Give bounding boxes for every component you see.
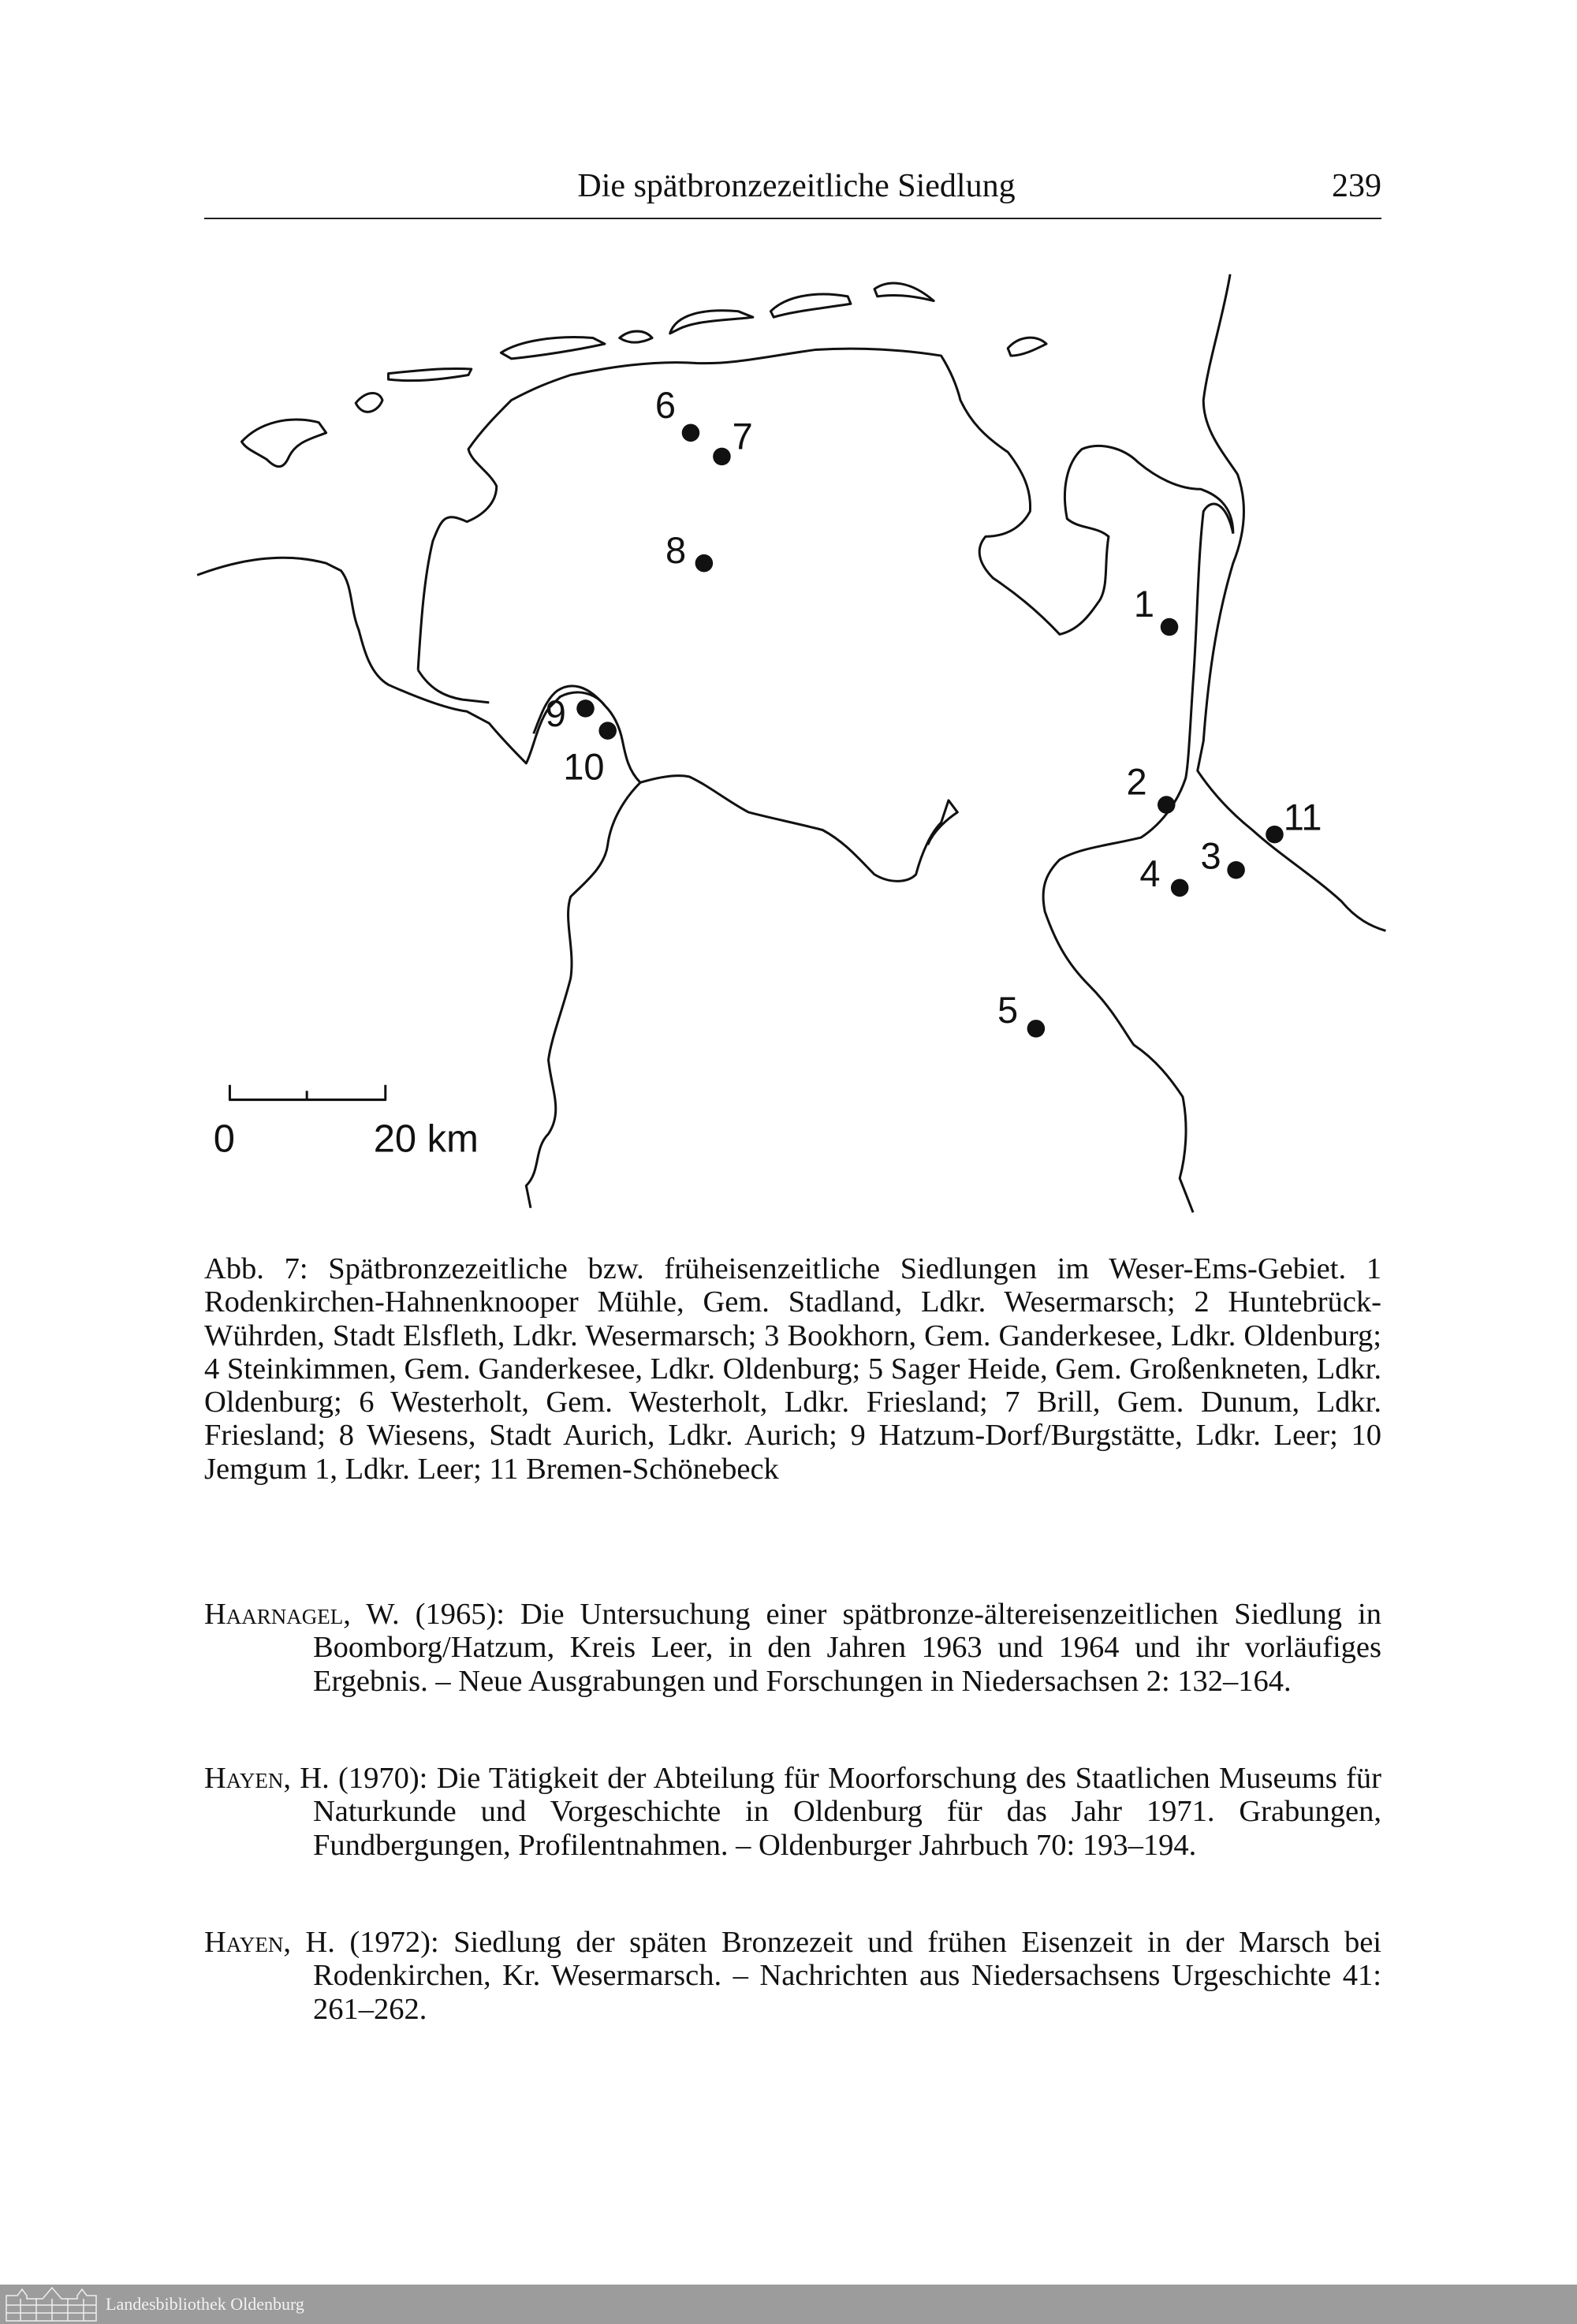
site-dot-6 xyxy=(682,424,700,442)
site-dot-8 xyxy=(695,554,714,573)
coastline xyxy=(197,274,1385,1213)
reference-author: Haarnagel, W. xyxy=(204,1598,400,1631)
site-dot-2 xyxy=(1158,796,1176,814)
site-dot-7 xyxy=(713,448,731,466)
site-dot-5 xyxy=(1027,1020,1046,1038)
reference-text: (1970): Die Tätigkeit der Abteilung für Moorforschung des Staatlichen Museums für Naturkunde und Vorgeschichte in Oldenburg für das Jahr 1971. Grabungen, Fundbergungen, Profilentnahmen. – Oldenburger Jahrbuch 70: 193–194. xyxy=(313,1762,1381,1862)
site-label-4: 4 xyxy=(1139,852,1161,894)
reference-text: (1972): Siedlung der späten Bronzezeit und frühen Eisenzeit in der Marsch bei Rodenkirchen, Kr. Wesermarsch. – Nachrichten aus Niedersachsens Urgeschichte 41: 261–262. xyxy=(313,1926,1381,2026)
reference-text: (1965): Die Untersuchung einer spätbronze-ältereisenzeitlichen Siedlung in Boomborg/Hatzum, Kreis Leer, in den Jahren 1963 und 1964 und ihr vorläufiges Ergebnis. – Neue Ausgrabungen und Forschungen in Niedersachsen 2: 132–164. xyxy=(313,1598,1381,1698)
library-footer-bar xyxy=(0,2285,1577,2324)
site-label-7: 7 xyxy=(732,415,753,457)
site-dot-3 xyxy=(1227,861,1245,879)
site-dot-11 xyxy=(1266,826,1284,844)
islands xyxy=(241,283,1046,467)
site-label-8: 8 xyxy=(665,529,687,572)
site-label-5: 5 xyxy=(997,988,1019,1031)
site-dot-9 xyxy=(576,699,595,718)
scale-bar xyxy=(214,1085,479,1161)
library-building-icon xyxy=(5,2286,98,2322)
site-dot-4 xyxy=(1171,879,1189,897)
site-label-3: 3 xyxy=(1200,834,1221,877)
site-label-11: 11 xyxy=(1283,796,1322,838)
reference-author: Hayen, H. xyxy=(204,1926,335,1959)
site-dot-1 xyxy=(1161,618,1179,636)
library-name: Landesbibliothek Oldenburg xyxy=(106,2294,304,2314)
scale-start-label: 0 xyxy=(213,1117,235,1161)
page-number: 239 xyxy=(1332,168,1381,204)
site-label-1: 1 xyxy=(1133,582,1155,625)
reference-entry xyxy=(204,1762,1381,1862)
site-label-9: 9 xyxy=(545,692,566,734)
site-dot-10 xyxy=(598,722,617,740)
reference-entry xyxy=(204,1926,1381,2026)
reference-entry xyxy=(204,1598,1381,1698)
site-label-6: 6 xyxy=(654,384,676,427)
reference-author: Hayen, H. xyxy=(204,1762,330,1795)
scale-end-label: 20 km xyxy=(373,1117,479,1161)
running-header-title: Die spätbronzezeitliche Siedlung xyxy=(577,168,1016,204)
site-label-10: 10 xyxy=(563,745,605,788)
site-label-2: 2 xyxy=(1126,760,1147,803)
figure-caption: Abb. 7: Spätbronzezeitliche bzw. früheisenzeitliche Siedlungen im Weser-Ems-Gebiet. 1 Rodenkirchen-Hahnenknooper Mühle, Gem. Stadland, Ldkr. Wesermarsch; 2 Huntebrück-Wührden, Stadt Elsfleth, Ldkr. Wesermarsch; 3 Bookhorn, Gem. Ganderkesee, Ldkr. Oldenburg; 4 Steinkimmen, Gem. Ganderkesee, Ldkr. Oldenburg; 5 Sager Heide, Gem. Großenkneten, Ldkr. Oldenburg; 6 Westerholt, Gem. Westerholt, Ldkr. Friesland; 7 Brill, Gem. Dunum, Ldkr. Friesland; 8 Wiesens, Stadt Aurich, Ldkr. Aurich; 9 Hatzum-Dorf/Burgstätte, Ldkr. Leer; 10 Jemgum 1, Ldkr. Leer; 11 Bremen-Schönebeck xyxy=(204,1252,1381,1486)
